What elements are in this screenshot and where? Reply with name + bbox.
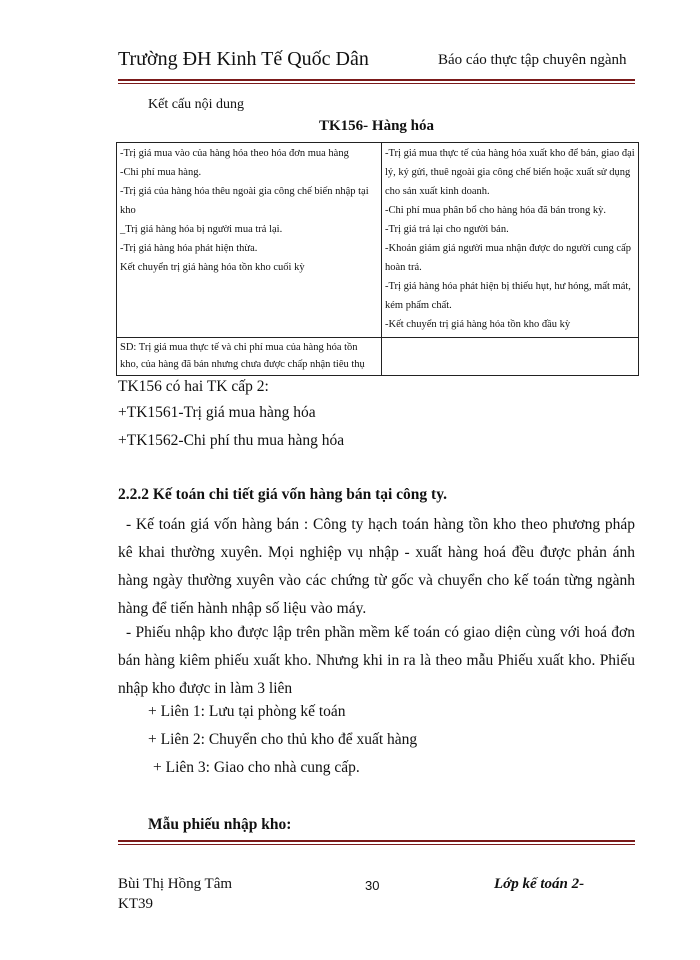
list-item: + Liên 2: Chuyển cho thủ kho để xuất hàng <box>148 731 418 748</box>
table-row-balance <box>117 338 639 376</box>
footer-rule <box>118 840 635 842</box>
header-rule-thin <box>118 83 635 84</box>
debit-line: _Trị giá hàng hóa bị người mua trả lại. <box>120 224 283 235</box>
debit-line: -Trị giá mua vào của hàng hóa theo hóa đơn mua hàng <box>120 148 349 159</box>
balance-empty-cell <box>382 338 639 376</box>
debit-line: Kết chuyển trị giá hàng hóa tồn kho cuối kỳ <box>120 262 305 273</box>
credit-line: -Trị giá hàng hóa phát hiện bị thiếu hụt, hư hỏng, mất mát, kém phẩm chất. <box>385 281 631 311</box>
credit-line: -Kết chuyển trị giá hàng hóa tồn kho đầu kỳ <box>385 319 571 330</box>
credit-cell <box>382 143 639 338</box>
credit-line: -Chi phí mua phân bổ cho hàng hóa đã bán trong kỳ. <box>385 205 607 216</box>
debit-line: -Trị giá của hàng hóa thêu ngoài gia công chế biến nhập tại kho <box>120 186 369 216</box>
table-row-entries <box>117 143 639 338</box>
subaccount-1562: +TK1562-Chi phí thu mua hàng hóa <box>118 432 345 449</box>
page-number: 30 <box>365 878 380 893</box>
header-school: Trường ĐH Kinh Tế Quốc Dân <box>118 48 369 70</box>
form-heading: Mẫu phiếu nhập kho: <box>148 816 292 833</box>
account-table-title: TK156- Hàng hóa <box>318 118 435 134</box>
footer-rule-thin <box>118 844 635 845</box>
footer-class: Lớp kế toán 2- <box>494 876 585 892</box>
debit-cell <box>117 143 382 338</box>
credit-line: -Trị giá mua thực tế của hàng hóa xuất kho để bán, giao đại lý, ký gửi, thuê ngoài gia công chế biến hoặc xuất sử dụng cho sản xuất kinh doanh. <box>385 148 635 197</box>
list-item: + Liên 3: Giao cho nhà cung cấp. <box>153 759 360 776</box>
balance-cell: SD: Trị giá mua thực tế và chi phí mua của hàng hóa tồn kho, của hàng đã bán nhưng chưa được chấp nhận tiêu thụ <box>117 338 382 376</box>
credit-line: -Khoản giảm giá người mua nhận được do người cung cấp hoàn trả. <box>385 243 632 273</box>
paragraph-cost-accounting: - Kế toán giá vốn hàng bán : Công ty hạch toán hàng tồn kho theo phương pháp kê khai thường xuyên. Mọi nghiệp vụ nhập - xuất hàng hoá đều được phản ánh hàng ngày thường xuyên vào các chứng từ gốc và chuyển cho kế toán từng ngành hàng để tiến hành nhập số liệu vào máy. <box>118 516 635 617</box>
paragraph-receipt-form: - Phiếu nhập kho được lập trên phần mềm kế toán có giao diện cùng với hoá đơn bán hàng kiêm phiếu xuất kho. Nhưng khi in ra là theo mẫu Phiếu xuất kho. Phiếu nhập kho được in làm 3 liên <box>118 624 635 697</box>
debit-line: -Chi phí mua hàng. <box>120 167 202 178</box>
subaccount-intro: TK156 có hai TK cấp 2: <box>118 378 269 395</box>
subaccount-1561: +TK1561-Trị giá mua hàng hóa <box>118 404 316 421</box>
section-heading: 2.2.2 Kế toán chi tiết giá vốn hàng bán tại công ty. <box>118 486 447 503</box>
header-rule <box>118 79 635 81</box>
content-caption: Kết cấu nội dung <box>148 97 245 112</box>
footer-class-code: KT39 <box>118 896 153 912</box>
list-item: + Liên 1: Lưu tại phòng kế toán <box>148 703 346 720</box>
credit-line: -Trị giá trả lại cho người bán. <box>385 224 509 235</box>
t-account-table <box>116 142 639 376</box>
debit-line: -Trị giá hàng hóa phát hiện thừa. <box>120 243 258 254</box>
header-report-title: Báo cáo thực tập chuyên ngành <box>438 52 627 68</box>
footer-author: Bùi Thị Hồng Tâm <box>118 876 233 892</box>
